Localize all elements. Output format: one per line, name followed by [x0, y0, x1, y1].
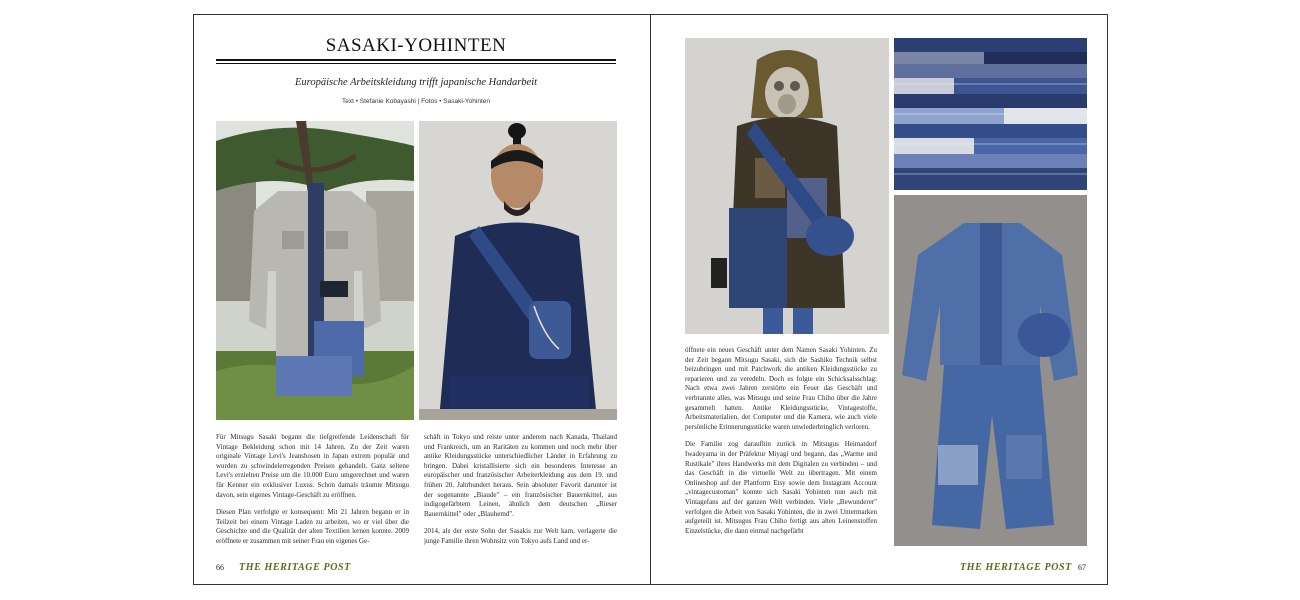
right-column-1	[685, 346, 877, 544]
masthead: THE HERITAGE POST	[239, 562, 351, 573]
paragraph: Diesen Plan verfolgte er konsequent: Mit 21 Jahren begann er in Teilzeit bei einem Vintage Laden zu arbeiten, wo er viel über die Geschichte und die Qualität der alten Textilien lernen konnte. 2009 eröffnete er zusammen mit seiner Frau ein eigenes Ge-	[216, 508, 409, 545]
page-number: 67	[1078, 563, 1086, 572]
denim-outfit-flatlay-photo	[894, 195, 1087, 546]
paragraph: Für Mitsugu Sasaki begann die tiefgreifende Leidenschaft für Vintage Bekleidung schon mit 14 Jahren. Zu der Zeit waren originale Vintage Levi's Jeanshosen in Japan extrem populär und wurden zu schwindelerregenden Preisen gehandelt. Ganz seltene Levi's erzielten Preise um die 10.000 Euro umgerechnet und waren für Kenner ein exklusiver Luxus. Schon damals träumte Mitsugu davon, sein eigenes Vintage-Geschäft zu eröffnen.	[216, 433, 409, 499]
magazine-spread	[193, 14, 1108, 585]
title-rule	[216, 59, 616, 64]
folded-shirts-photo	[894, 38, 1087, 190]
article-title: SASAKI-YOHINTEN	[325, 35, 507, 56]
paragraph: Die Familie zog daraufhin zurück in Mitsugus Heimatdorf Iwadeyama in der Präfektur Miyagi und begann, das „Warme und Rustikale" ihres Handwerks mit dem Digitalen zu verbinden – und das Geschäft in die virtuelle Welt zu übertragen. Mit einem Onlineshop auf der Plattform Etsy sowie dem Instagram Account „vintagecustoman" konnte sich Sasaki Yohinten nun auch mit Vintagefans auf der ganzen Welt verbinden. Viele „Bewunderer" verfolgen die Arbeit von Sasaki Yohinten, die in zwei Untermarken aufgeteilt ist. Mitsugus Frau Chiho fertigt aus alten Leinenstoffen Einzelstücke, die dann einmal nachgefärbt	[685, 440, 877, 535]
jacket-on-tree-photo	[216, 121, 414, 420]
left-page	[194, 15, 650, 584]
article-subtitle: Europäische Arbeitskleidung trifft japanische Handarbeit	[294, 77, 538, 88]
article-credits: Text • Stefanie Kobayashi | Fotos • Sasaki-Yohinten	[341, 98, 490, 105]
paragraph: 2014, als der erste Sohn der Sasakis zur Welt kam, verlagerte die junge Familie ihren Wohnsitz von Tokyo aufs Land und er-	[424, 527, 617, 545]
man-with-bag-photo	[419, 121, 617, 420]
paragraph: öffnete ein neues Geschäft unter dem Namen Sasaki Yohinten. Zu der Zeit begann Mitsugu Sasaki, sich die Sashiko Technik selbst beizubringen und mit Patchwork die antiken Kleidungsstücke zu reparieren und zu veredeln. Doch es folgte ein Schicksalsschlag: Nach etwa zwei Jahren zerstörte ein Feuer das Geschäft und verbrannte alles, was Mitsugu und seine Frau Chiho über die Jahre gesammelt hatten. Antike Kleidungsstücke, Vintagestoffe, Arbeitsmaterialien, der Computer und die Kamera, wie auch viele persönliche Erinnerungsstücke waren unwiederbringlich verloren.	[685, 346, 877, 431]
left-column-1	[216, 433, 409, 555]
page-number: 66	[216, 563, 224, 572]
paragraph: schäft in Tokyo und reiste unter anderem nach Kanada, Thailand und Frankreich, um an Raritäten zu kommen und noch mehr über antike Kleidungsstücke unterschiedlicher Länder in Erfahrung zu bringen. Dabei kristallisierte sich ein besonderes Interesse an europäischer und französischer Arbeiterkleidung aus dem 19. und frühen 20. Jahrhundert heraus. Sein absoluter Favorit darunter ist der sogenannte „Biaude" – ein französischer Bauernkittel, aus indigogefärbtem Leinen, ähnlich dem deutschen „Rieser Bauernkittel" oder „Blauhemd".	[424, 433, 617, 518]
left-column-2	[424, 433, 617, 555]
masthead: THE HERITAGE POST	[960, 562, 1072, 573]
right-page	[651, 15, 1107, 584]
gas-mask-figure-photo	[685, 38, 889, 334]
